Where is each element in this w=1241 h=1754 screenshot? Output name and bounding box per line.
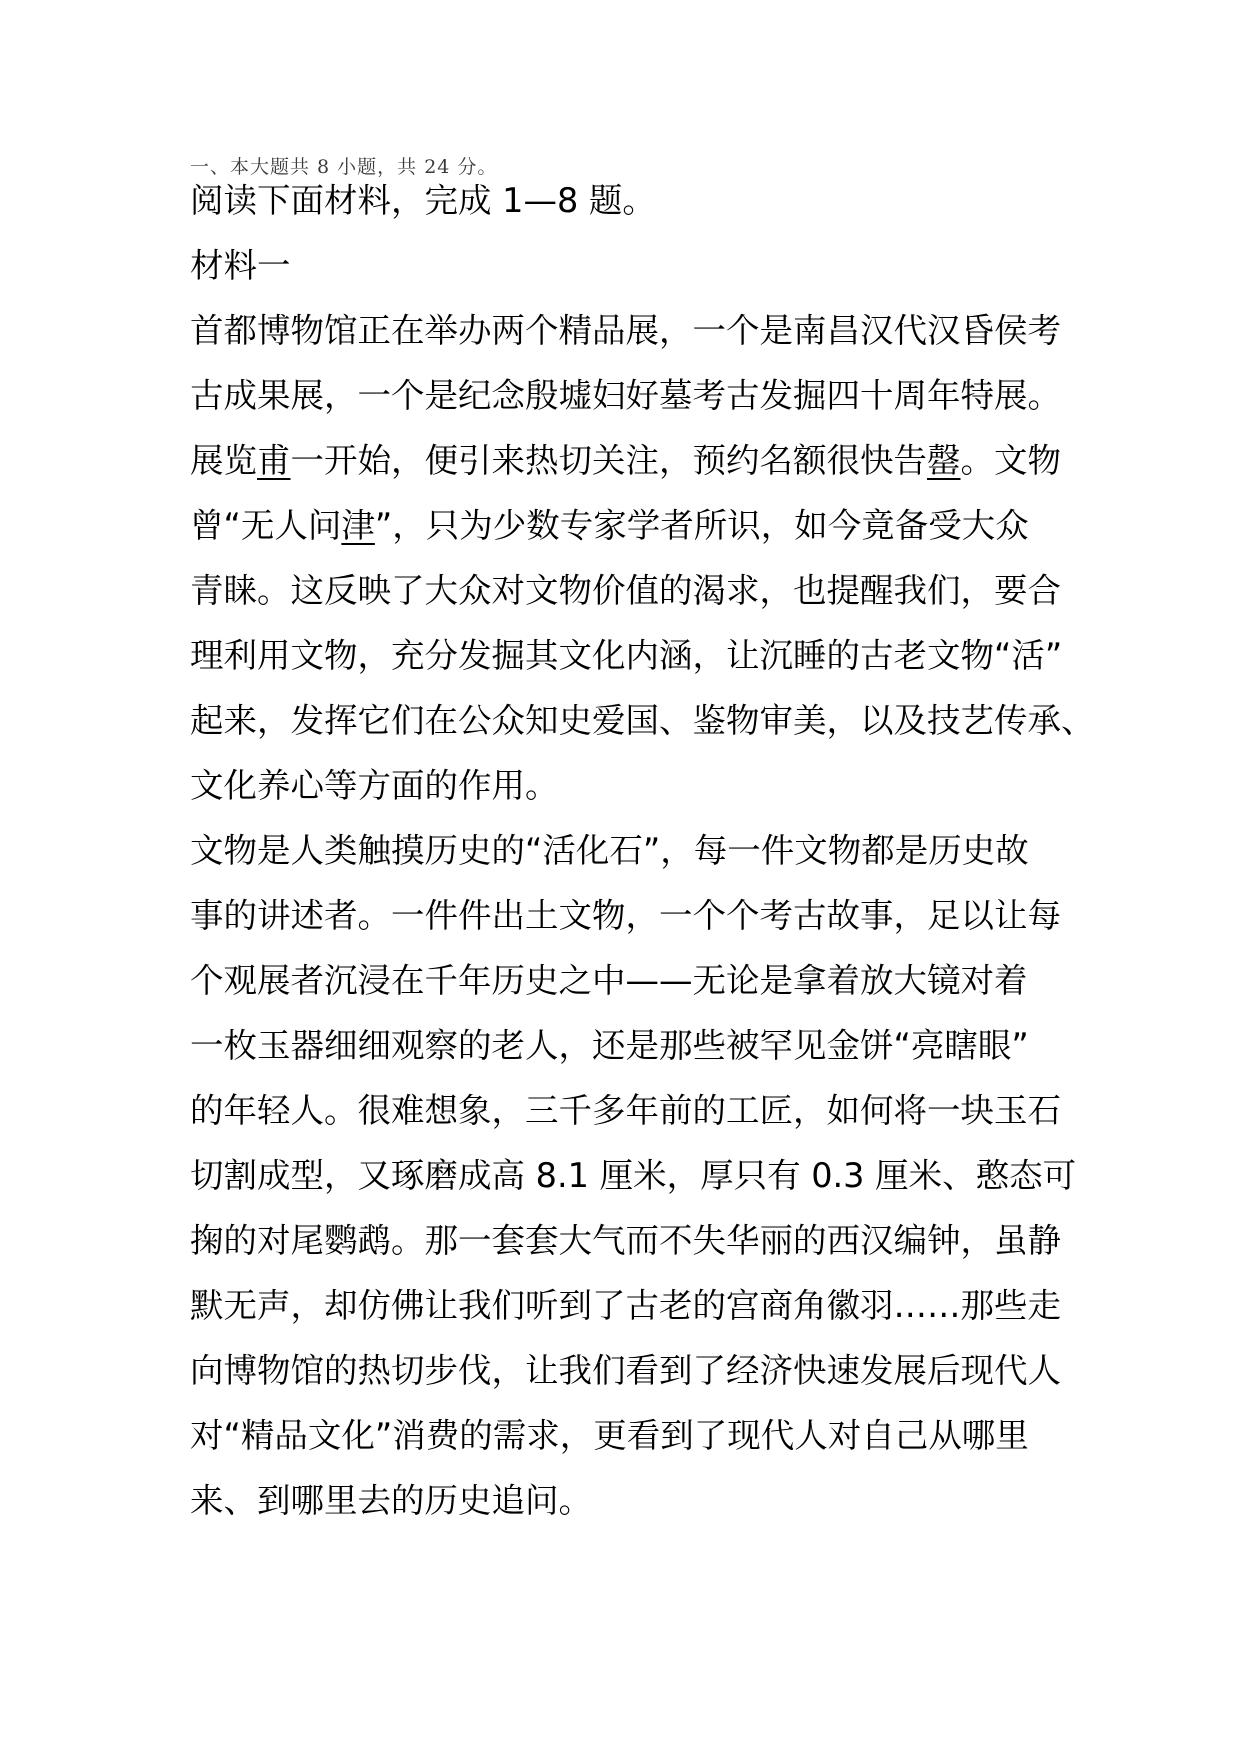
text-run: 。文物 [960,441,1061,480]
paragraph-1 [190,298,1095,818]
section-heading: 一、本大题共 8 小题，共 24 分。 [190,156,498,178]
paragraph-2 [190,818,1077,1533]
text-run: 展览 [190,441,257,480]
paragraph-2-line: 切割成型，又琢磨成高 8.1 厘米，厚只有 0.3 厘米、憨态可 [190,1156,1077,1195]
paragraph-1-line [190,428,1062,493]
paragraph-2-line: 默无声，却仿佛让我们听到了古老的宫商角徽羽……那些走 [190,1286,1061,1325]
underlined-char: 津 [341,506,375,545]
paragraph-1-line [190,493,1062,558]
paragraph-2-line: 的年轻人。很难想象，三千多年前的工匠，如何将一块玉石 [190,1091,1061,1130]
paragraph-1-line: 理利用文物，充分发掘其文化内涵，让沉睡的古老文物“活” [190,636,1063,675]
paragraph-2-line: 掬的对尾鹦鹉。那一套套大气而不失华丽的西汉编钟，虽静 [190,1221,1061,1260]
paragraph-2-line: 文物是人类触摸历史的“活化石”，每一件文物都是历史故 [190,831,1029,870]
paragraph-1-line: 起来，发挥它们在公众知史爱国、鉴物审美，以及技艺传承、 [190,701,1095,740]
paragraph-1-line: 青睐。这反映了大众对文物价值的渴求，也提醒我们，要合 [190,571,1061,610]
paragraph-2-line: 对“精品文化”消费的需求，更看到了现代人对自己从哪里 [190,1416,1029,1455]
document-body [190,168,1095,1533]
paragraph-2-line: 个观展者沉浸在千年历史之中——无论是拿着放大镜对着 [190,961,1028,1000]
paragraph-2-line: 一枚玉器细细观察的老人，还是那些被罕见金饼“亮瞎眼” [190,1026,1029,1065]
instruction-line: 阅读下面材料，完成 1—8 题。 [190,181,656,220]
material-title: 材料一 [190,246,291,285]
paragraph-2-line: 事的讲述者。一件件出土文物，一个个考古故事，足以让每 [190,896,1061,935]
underlined-char: 罄 [927,441,961,480]
text-run: 曾“无人问 [190,506,342,545]
underlined-char: 甫 [257,441,291,480]
text-run: ”，只为少数专家学者所识，如今竟备受大众 [374,506,1029,545]
text-run: 一开始，便引来热切关注，预约名额很快告 [290,441,927,480]
paragraph-1-line: 文化养心等方面的作用。 [190,766,559,805]
paragraph-1-line: 首都博物馆正在举办两个精品展，一个是南昌汉代汉昏侯考 [190,311,1061,350]
paragraph-2-line: 向博物馆的热切步伐，让我们看到了经济快速发展后现代人 [190,1351,1061,1390]
paragraph-2-line: 来、到哪里去的历史追问。 [190,1481,592,1520]
paragraph-1-line: 古成果展，一个是纪念殷墟妇好墓考古发掘四十周年特展。 [190,376,1061,415]
